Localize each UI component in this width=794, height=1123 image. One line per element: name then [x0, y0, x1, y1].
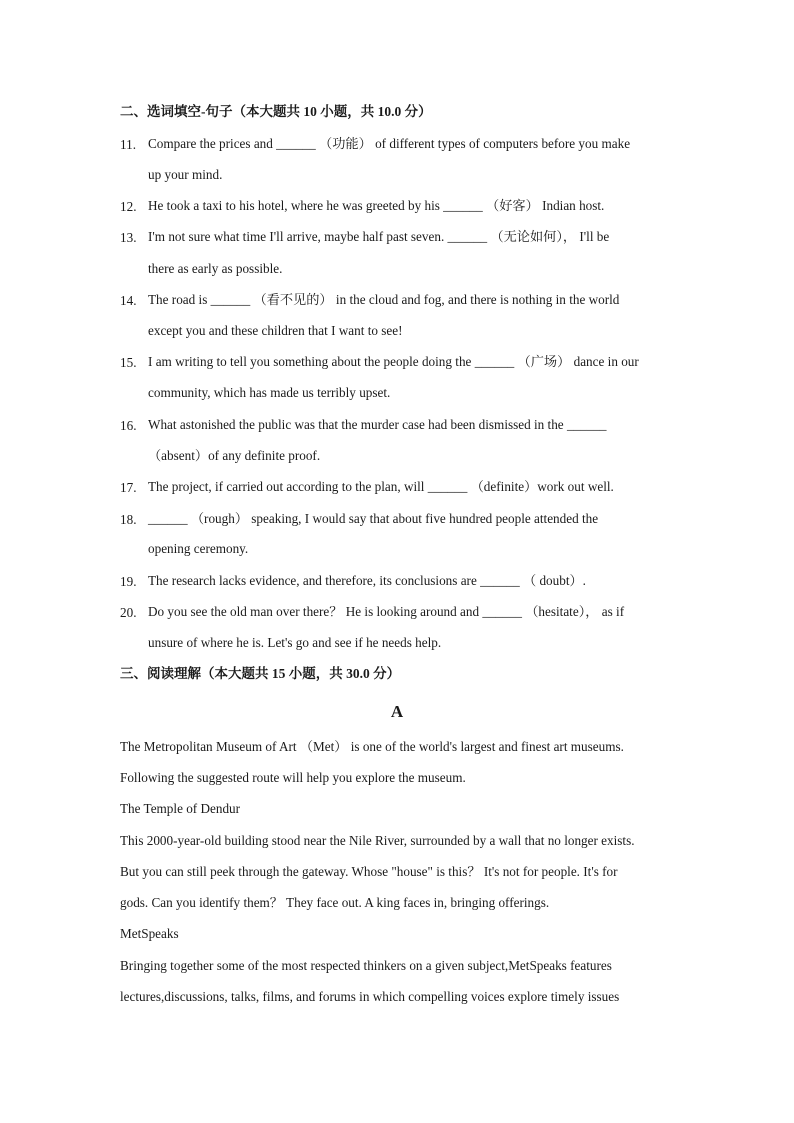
passage-title: A: [390, 702, 404, 721]
question-text: The project, if carried out according to the plan, will ______ （definite）work out well.: [148, 479, 614, 494]
passage-line: But you can still peek through the gateway. Whose "house" is this？ It's not for people. It's for: [120, 864, 618, 879]
question-text-cont: community, which has made us terribly upset.: [148, 385, 391, 400]
question-text-cont: except you and these children that I want to see!: [148, 323, 403, 338]
question-text: Compare the prices and ______ （功能） of different types of computers before you make: [148, 136, 631, 151]
section-2-heading: 二、选词填空-句子（本大题共 10 小题，共 10.0 分）: [120, 104, 432, 119]
passage-line: This 2000-year-old building stood near the Nile River, surrounded by a wall that no longer exists.: [120, 833, 635, 848]
question-text: Do you see the old man over there？ He is looking around and ______ （hesitate）， as if: [148, 604, 625, 619]
question-number: 19.: [120, 574, 137, 589]
question-text-cont: unsure of where he is. Let's go and see if he needs help.: [148, 635, 442, 650]
question-number: 20.: [120, 605, 137, 620]
passage-line: Following the suggested route will help you explore the museum.: [120, 770, 466, 785]
question-number: 16.: [120, 418, 137, 433]
question-text-cont: （absent）of any definite proof.: [148, 448, 321, 463]
question-text-cont: opening ceremony.: [148, 541, 249, 556]
question-text: The research lacks evidence, and therefore, its conclusions are ______ （ doubt）.: [148, 573, 586, 588]
question-text: I am writing to tell you something about the people doing the ______ （广场） dance in our: [148, 354, 639, 369]
question-text: ______ （rough） speaking, I would say that about five hundred people attended the: [148, 511, 599, 526]
passage-line: The Metropolitan Museum of Art （Met） is one of the world's largest and finest art museums.: [120, 739, 624, 754]
passage-subheading: The Temple of Dendur: [120, 801, 241, 816]
question-number: 14.: [120, 293, 137, 308]
section-3-heading: 三、阅读理解（本大题共 15 小题，共 30.0 分）: [120, 666, 401, 681]
passage-subheading: MetSpeaks: [120, 926, 179, 941]
question-text: The road is ______ （看不见的） in the cloud and fog, and there is nothing in the world: [148, 292, 620, 307]
question-number: 15.: [120, 355, 137, 370]
question-text: He took a taxi to his hotel, where he was greeted by his ______ （好客） Indian host.: [148, 198, 605, 213]
question-text-cont: up your mind.: [148, 167, 223, 182]
question-text: I'm not sure what time I'll arrive, maybe half past seven. ______ （无论如何）， I'll be: [148, 229, 610, 244]
question-number: 12.: [120, 199, 137, 214]
question-number: 17.: [120, 480, 137, 495]
question-number: 11.: [120, 137, 136, 152]
question-number: 13.: [120, 230, 137, 245]
passage-line: lectures,discussions, talks, films, and forums in which compelling voices explore timely issues: [120, 989, 620, 1004]
passage-line: Bringing together some of the most respected thinkers on a given subject,MetSpeaks features: [120, 958, 612, 973]
question-text: What astonished the public was that the murder case had been dismissed in the ______: [148, 417, 607, 432]
question-number: 18.: [120, 512, 137, 527]
passage-line: gods. Can you identify them？ They face out. A king faces in, bringing offerings.: [120, 895, 550, 910]
question-text-cont: there as early as possible.: [148, 261, 283, 276]
